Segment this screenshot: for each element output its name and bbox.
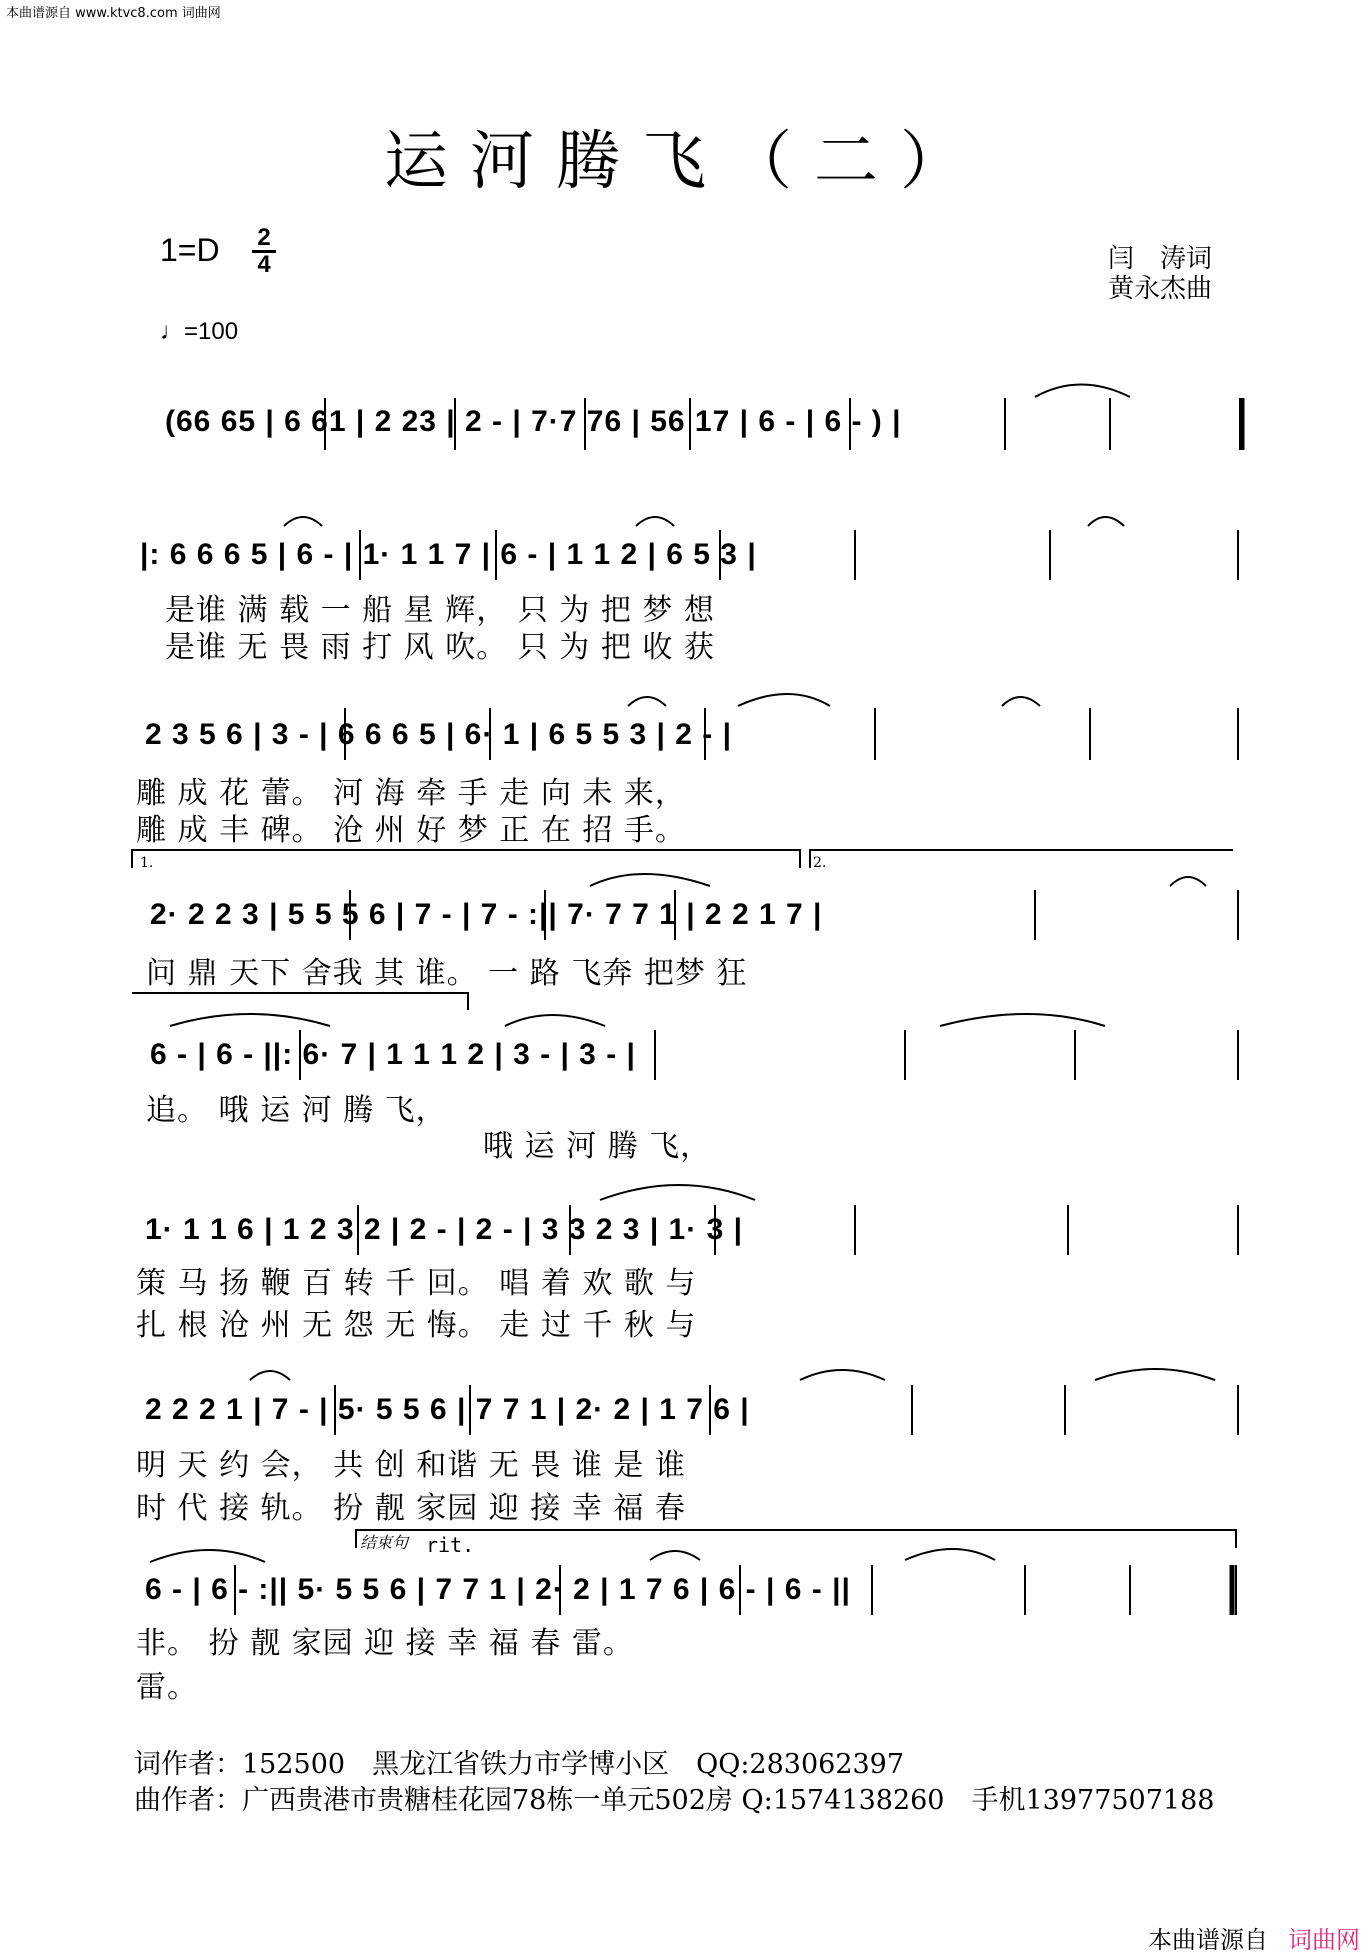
- lyricist-contact: 词作者：152500 黑龙江省铁力市学博小区 QQ:283062397: [134, 1749, 905, 1780]
- system-3-lyric-verse-1: 雕 成 花 蕾。 河 海 牵 手 走 向 未 来，: [136, 776, 686, 811]
- ritardando-marking: rit.: [426, 1533, 475, 1557]
- source-label: 本曲谱源自: [1148, 1926, 1268, 1954]
- meter-top: 2: [257, 224, 271, 251]
- watermark-text: 本曲谱源自 www.ktvc8.com 词曲网: [6, 6, 221, 21]
- composer-credit: 黄永杰曲: [1107, 274, 1212, 304]
- score-title: 运河腾飞（二）: [384, 125, 986, 199]
- system-4-notes: 2· 2 2 3 | 5 5 5 6 | 7 - | 7 - :|| 7· 7 7 1 | 2 2 1 7 |: [150, 898, 823, 931]
- ending-label: 结束句: [360, 1533, 409, 1552]
- volta-2-label: 2.: [813, 855, 827, 871]
- system-2-lyric-verse-2: 是谁 无 畏 雨 打 风 吹。 只 为 把 收 获: [165, 630, 715, 665]
- system-2-notes: |: 6 6 6 5 | 6 - | 1· 1 1 7 | 6 - | 1 1 2 | 6 5 3 |: [140, 538, 757, 571]
- system-6-notes: 1· 1 1 6 | 1 2 3 2 | 2 - | 2 - | 3 3 2 3 | 1· 3 |: [145, 1213, 743, 1246]
- lyricist-credit: 闫 涛词: [1107, 244, 1212, 274]
- system-8-lyric-verse-1: 非。 扮 靓 家园 迎 接 幸 福 春 雷。: [136, 1626, 634, 1661]
- system-5-lyric-verse-2: 哦 运 河 腾 飞，: [483, 1129, 712, 1164]
- system-6-lyric-verse-2: 扎 根 沧 州 无 怨 无 悔。 走 过 千 秋 与: [136, 1308, 697, 1343]
- system-6-lyric-verse-1: 策 马 扬 鞭 百 转 千 回。 唱 着 欢 歌 与: [136, 1266, 697, 1301]
- volta-1-label: 1.: [140, 855, 154, 871]
- composer-contact: 曲作者：广西贵港市贵糖桂花园78栋一单元502房 Q:1574138260 手机13977507188: [134, 1785, 1215, 1816]
- system-3-notes: 2 3 5 6 | 3 - | 6 6 6 5 | 6· 1 | 6 5 5 3 | 2 - |: [145, 718, 732, 751]
- system-8-lyric-verse-2: 雷。: [136, 1670, 198, 1705]
- meter-bottom: 4: [252, 250, 276, 277]
- tempo-marking: ♩=100: [160, 318, 239, 345]
- system-4-lyric: 问 鼎 天下 舍我 其 谁。 一 路 飞奔 把梦 狂: [146, 956, 748, 991]
- system-3-lyric-verse-2: 雕 成 丰 碑。 沧 州 好 梦 正 在 招 手。: [136, 813, 686, 848]
- system-8-notes: 6 - | 6 - :|| 5· 5 5 6 | 7 7 1 | 2· 2 | 1 7 6 | 6 - | 6 - ||: [145, 1573, 851, 1606]
- system-7-notes: 2 2 2 1 | 7 - | 5· 5 5 6 | 7 7 1 | 2· 2 | 1 7 6 |: [145, 1393, 750, 1426]
- system-1-notes: (66 65 | 6 61 | 2 23 | 2 - | 7·7 76 | 56 17 | 6 - | 6 - ) |: [165, 405, 902, 438]
- system-7-lyric-verse-2: 时 代 接 轨。 扮 靓 家园 迎 接 幸 福 春: [136, 1491, 686, 1526]
- system-7-lyric-verse-1: 明 天 约 会， 共 创 和谐 无 畏 谁 是 谁: [136, 1448, 686, 1483]
- key-signature: 1=D: [160, 232, 220, 268]
- system-5-notes: 6 - | 6 - ||: 6· 7 | 1 1 1 2 | 3 - | 3 - |: [150, 1038, 636, 1071]
- system-5-lyric-verse-1: 追。 哦 运 河 腾 飞，: [146, 1093, 447, 1128]
- source-site: 词曲网: [1288, 1926, 1360, 1954]
- system-2-lyric-verse-1: 是谁 满 载 一 船 星 辉， 只 为 把 梦 想: [165, 593, 715, 628]
